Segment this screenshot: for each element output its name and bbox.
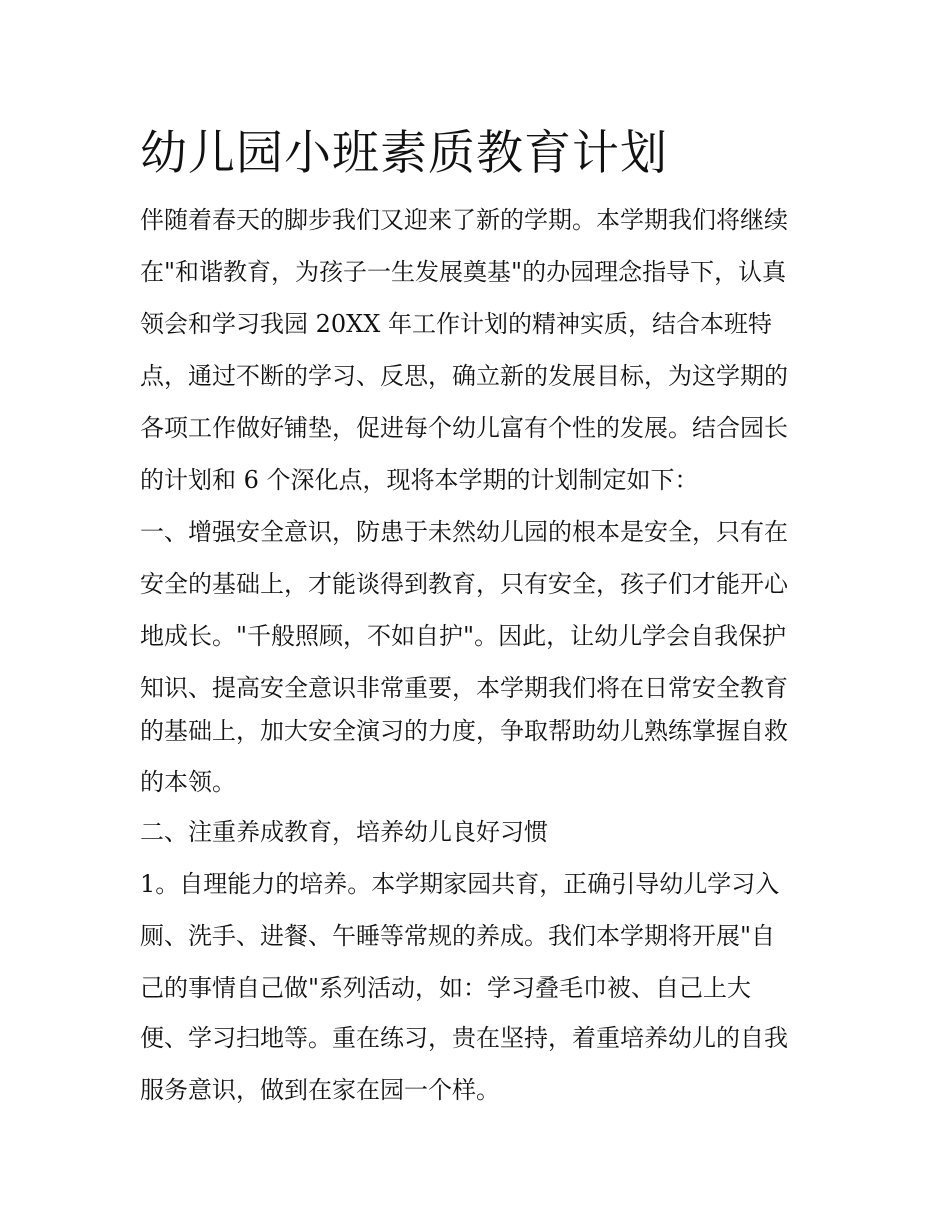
body-line: 在"和谐教育，为孩子一生发展奠基"的办园理念指导下，认真 <box>140 258 787 286</box>
body-line: 各项工作做好铺垫，促进每个幼儿富有个性的发展。结合园长 <box>140 414 788 442</box>
body-line: 便、学习扫地等。重在练习，贵在坚持，着重培养幼儿的自我 <box>140 1024 788 1052</box>
body-line: 服务意识，做到在家在园一个样。 <box>140 1076 500 1104</box>
body-line: 1。自理能力的培养。本学期家园共育，正确引导幼儿学习入 <box>140 870 780 898</box>
body-line: 的本领。 <box>140 768 236 796</box>
section-heading: 二、注重养成教育，培养幼儿良好习惯 <box>140 818 548 846</box>
body-line: 厕、洗手、进餐、午睡等常规的养成。我们本学期将开展"自 <box>140 922 776 950</box>
body-line: 一、增强安全意识，防患于未然幼儿园的根本是安全，只有在 <box>140 518 788 546</box>
body-line: 的计划和 6 个深化点，现将本学期的计划制定如下： <box>140 466 699 494</box>
body-line: 伴随着春天的脚步我们又迎来了新的学期。本学期我们将继续 <box>140 206 788 234</box>
body-line: 领会和学习我园 20XX 年工作计划的精神实质，结合本班特 <box>140 310 772 338</box>
body-line: 的基础上，加大安全演习的力度，争取帮助幼儿熟练掌握自救 <box>140 717 788 745</box>
document-title: 幼儿园小班素质教育计划 <box>140 126 668 181</box>
body-line: 点，通过不断的学习、反思，确立新的发展目标，为这学期的 <box>140 362 788 390</box>
body-line: 安全的基础上，才能谈得到教育，只有安全，孩子们才能开心 <box>140 570 788 598</box>
body-line: 地成长。"千般照顾，不如自护"。因此，让幼儿学会自我保护 <box>140 622 787 650</box>
body-line: 己的事情自己做"系列活动，如：学习叠毛巾被、自己上大 <box>140 974 752 1002</box>
body-line: 知识、提高安全意识非常重要，本学期我们将在日常安全教育 <box>140 674 788 702</box>
